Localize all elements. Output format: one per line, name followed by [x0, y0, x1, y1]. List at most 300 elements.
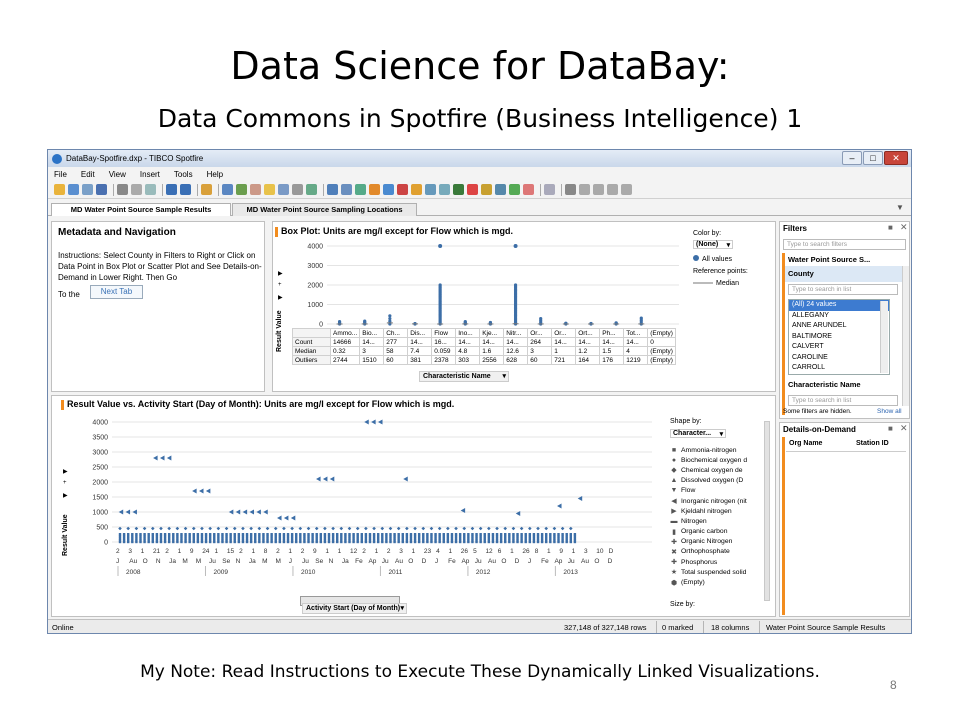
axis-scroll-icon[interactable]: ▶	[63, 493, 68, 499]
scatter-low-value-point	[426, 537, 428, 539]
scatter-y-label: Result Value	[62, 514, 69, 556]
scatter-low-value-point	[561, 539, 563, 541]
stats-cell: 58	[384, 347, 408, 356]
scatter-low-value-point	[352, 537, 354, 539]
scatter-low-value-point	[377, 533, 379, 535]
box-plot-y-label: Result Value	[276, 310, 283, 352]
scatter-low-value-point	[254, 539, 256, 541]
scatter-x-day-label: 3	[128, 548, 132, 555]
show-all-link[interactable]: Show all	[877, 408, 902, 415]
scatter-x-month-label: J	[116, 558, 120, 565]
scatter-low-value-point	[242, 537, 244, 539]
size-by-label: Size by:	[670, 601, 695, 608]
shape-legend-item[interactable]	[670, 486, 765, 496]
close-button[interactable]: ✕	[884, 151, 908, 165]
color-by-value: (None)	[696, 241, 719, 248]
stats-cell: 1.6	[480, 347, 504, 356]
chevron-down-icon[interactable]: ▾	[719, 431, 724, 438]
scatter-low-value-point	[516, 533, 518, 535]
toolbar-separator	[162, 184, 163, 196]
shape-legend-item[interactable]	[670, 547, 765, 557]
scatter-x-day-label: 2	[300, 548, 305, 555]
shape-legend-item[interactable]	[670, 537, 765, 547]
stats-cell: 721	[552, 356, 576, 365]
scatter-x-day-label: 26	[460, 548, 469, 555]
copy-icon[interactable]	[292, 184, 303, 195]
maximize-button[interactable]: □	[863, 151, 883, 165]
heat-map-icon[interactable]	[481, 184, 492, 195]
shape-legend-item[interactable]	[670, 506, 765, 516]
county-list-scrollbar[interactable]	[880, 301, 888, 373]
details-icon[interactable]	[236, 184, 247, 195]
menu-view[interactable]: View	[108, 170, 126, 179]
scatter-low-value-point	[160, 533, 162, 535]
scatter-low-value-point	[164, 537, 166, 539]
scatter-low-value-point	[377, 537, 379, 539]
characteristic-search-input[interactable]: Type to search in list	[788, 395, 898, 406]
scatter-flow-point	[249, 510, 254, 515]
settings-icon[interactable]	[565, 184, 576, 195]
scatter-flow-point	[316, 477, 321, 482]
box-outlier-point	[363, 319, 366, 322]
scatter-low-value-point	[529, 533, 531, 535]
scatter-low-value-point	[525, 533, 527, 535]
menu-tools[interactable]: Tools	[173, 170, 193, 179]
table-icon[interactable]	[327, 184, 338, 195]
scatter-low-value-point	[414, 533, 416, 535]
scatter-low-value-point	[119, 539, 121, 541]
scatter-x-day-label: 8	[534, 548, 539, 555]
scatter-low-value-point	[119, 537, 121, 539]
scatter-x-day-label: 1	[251, 548, 256, 555]
scatter-low-value-point	[348, 537, 350, 539]
shape-legend-item[interactable]	[670, 465, 765, 475]
scatter-low-value-point	[229, 539, 231, 541]
stats-cell: 628	[504, 356, 528, 365]
filter-icon[interactable]	[222, 184, 233, 195]
shape-legend-item[interactable]	[670, 567, 765, 577]
shape-legend-item[interactable]	[670, 496, 765, 506]
graphical-table-icon[interactable]	[355, 184, 366, 195]
scatter-low-value-point	[283, 539, 285, 541]
scatter-low-value-point	[479, 537, 481, 539]
scatter-low-value-point	[332, 533, 334, 535]
slide-subtitle: Data Commons in Spotfire (Business Intelligence) 1	[157, 104, 803, 133]
stats-cell: 303	[456, 356, 480, 365]
slide-note: My Note: Read Instructions to Execute These Dynamically Linked Visualizations.	[140, 662, 820, 682]
scatter-x-month-label: M	[262, 558, 268, 565]
scatter-flow-point	[277, 516, 282, 521]
scatter-y-tick-label: 3500	[92, 434, 108, 442]
scatter-x-day-label: 1	[571, 548, 576, 555]
legend-shape-icon: ▲	[670, 477, 678, 485]
box-outlier-point	[514, 283, 517, 286]
scatter-low-value-point	[356, 537, 358, 539]
scatter-low-value-point	[197, 539, 199, 541]
shape-legend-item[interactable]	[670, 445, 765, 455]
status-rows: 327,148 of 327,148 rows	[564, 623, 647, 632]
scatter-low-value-point	[381, 533, 383, 535]
scatter-low-value-point	[156, 533, 158, 535]
scatter-low-value-point	[266, 537, 268, 539]
box-x-selector[interactable]	[419, 371, 509, 382]
tab-sample-results[interactable]: MD Water Point Source Sample Results	[51, 203, 231, 216]
scatter-low-value-point	[566, 537, 568, 539]
scatter-low-value-point	[492, 537, 494, 539]
shape-legend	[670, 445, 765, 588]
scatter-x-day-label: 12	[349, 548, 358, 555]
scatter-low-value-point	[344, 533, 346, 535]
scatter-low-value-point	[410, 539, 412, 541]
scatter-low-value-point	[500, 533, 502, 535]
scatter-x-day-label: 24	[202, 548, 210, 555]
legend-label: Dissolved oxygen (D	[681, 477, 744, 485]
redo-icon[interactable]	[180, 184, 191, 195]
legend-label: Total suspended solid	[681, 568, 747, 576]
menu-file[interactable]: File	[54, 170, 67, 179]
cross-table-icon[interactable]	[341, 184, 352, 195]
map-chart-icon[interactable]	[453, 184, 464, 195]
menu-edit[interactable]: Edit	[80, 170, 95, 179]
pin-icon[interactable]: ■	[888, 424, 893, 433]
scatter-x-month-label: Ju	[474, 558, 482, 565]
scatter-low-value-point	[332, 539, 334, 541]
scatter-y-tick-label: 2500	[92, 464, 108, 472]
scatter-x-day-label: 3	[399, 548, 403, 555]
scatter-x-month-label: Ja	[169, 558, 177, 565]
scatter-flow-point	[119, 510, 124, 515]
filters-scrollbar[interactable]	[902, 266, 909, 406]
stats-cell: 14666	[331, 338, 360, 347]
filters-panel	[779, 221, 910, 419]
shape-legend-item[interactable]	[670, 557, 765, 567]
scatter-low-value-point	[410, 533, 412, 535]
shape-legend-item[interactable]	[670, 455, 765, 465]
legend-label: Flow	[681, 487, 696, 495]
scatter-low-value-point	[402, 533, 404, 535]
menu-help[interactable]: Help	[206, 170, 224, 179]
scatter-low-value-point	[184, 539, 186, 541]
split-icon[interactable]	[593, 184, 604, 195]
navigation-panel	[51, 221, 265, 392]
menu-insert[interactable]: Insert	[139, 170, 160, 179]
scatter-x-day-label: 1	[214, 548, 219, 555]
tag-icon[interactable]	[264, 184, 275, 195]
scatter-low-value-point	[295, 539, 297, 541]
scatter-x-day-label: 4	[436, 548, 440, 555]
layout-icon[interactable]	[579, 184, 590, 195]
scatter-low-value-point	[426, 539, 428, 541]
tile-icon[interactable]	[607, 184, 618, 195]
axis-scroll-icon[interactable]: ▶	[278, 295, 283, 301]
stats-cell: 3	[360, 347, 384, 356]
pin-icon[interactable]: ■	[888, 223, 893, 232]
scatter-low-value-point	[168, 537, 170, 539]
add-data-icon[interactable]	[68, 184, 79, 195]
shape-legend-item[interactable]	[670, 527, 765, 537]
scatter-low-value-point	[557, 539, 559, 541]
tab-sampling-locations[interactable]: MD Water Point Source Sampling Locations	[232, 203, 417, 216]
legend-shape-icon: ▬	[670, 517, 678, 525]
filters-search-input[interactable]: Type to search filters	[783, 239, 906, 250]
legend-all-values[interactable]	[693, 255, 732, 263]
scatter-low-value-point	[361, 533, 363, 535]
axis-plus-icon[interactable]: +	[63, 480, 67, 486]
3d-scatter-icon[interactable]	[439, 184, 450, 195]
scatter-x-day-label: D	[608, 548, 614, 555]
scatter-low-value-point	[500, 539, 502, 541]
box-outlier-point	[439, 283, 442, 286]
box-plot-icon[interactable]	[523, 184, 534, 195]
scatter-low-value-point	[549, 539, 551, 541]
reload-icon[interactable]	[82, 184, 93, 195]
box-outlier-point	[388, 317, 391, 320]
scatter-x-day-label: 2	[239, 548, 243, 555]
scatter-low-value-point	[512, 533, 514, 535]
box-y-tick-label: 3000	[307, 263, 323, 270]
scatter-low-value-point	[258, 533, 260, 535]
scatter-low-value-point	[373, 539, 375, 541]
scatter-low-value-point	[553, 533, 555, 535]
scatter-low-value-point	[205, 539, 207, 541]
stats-cell: 14...	[360, 338, 384, 347]
scatter-x-month-label: Au	[488, 558, 496, 565]
scatter-x-month-label: D	[421, 558, 427, 565]
scatter-low-value-point	[447, 537, 449, 539]
print-icon[interactable]	[117, 184, 128, 195]
scatter-low-value-point	[570, 537, 572, 539]
scatter-low-value-point	[291, 533, 293, 535]
scatter-x-month-label: D	[607, 558, 613, 565]
chevron-down-icon[interactable]: ▾	[502, 373, 506, 380]
scatter-x-month-label: Ja	[341, 558, 349, 565]
scatter-low-value-point	[324, 539, 326, 541]
scatter-low-value-point	[209, 533, 211, 535]
scatter-low-value-point	[389, 533, 391, 535]
scatter-x-month-label: M	[275, 558, 281, 565]
scatter-low-value-point	[291, 539, 293, 541]
open-icon[interactable]	[54, 184, 65, 195]
county-list	[788, 299, 890, 375]
stats-cell: (Empty)	[648, 356, 676, 365]
legend-shape-icon: ✚	[671, 559, 677, 567]
scatter-low-value-point	[303, 533, 305, 535]
scatter-low-value-point	[406, 537, 408, 539]
scatter-low-value-point	[205, 533, 207, 535]
stats-column-header: Ph...	[600, 329, 624, 338]
minimize-button[interactable]: –	[842, 151, 862, 165]
scatter-low-value-point	[147, 539, 149, 541]
close-icon[interactable]: ✕	[900, 222, 908, 232]
scatter-low-value-point	[459, 539, 461, 541]
pie-chart-icon[interactable]	[411, 184, 422, 195]
save-icon[interactable]	[96, 184, 107, 195]
scatter-low-value-point	[496, 537, 498, 539]
legend-shape-icon: ✚	[671, 538, 677, 546]
scatter-low-value-point	[287, 533, 289, 535]
text-area-icon[interactable]	[544, 184, 555, 195]
legend-scrollbar[interactable]	[764, 421, 770, 601]
scatter-low-value-point	[504, 539, 506, 541]
combination-chart-icon[interactable]	[397, 184, 408, 195]
scatter-low-value-point	[443, 537, 445, 539]
status-divider	[703, 621, 704, 633]
scatter-low-value-point	[438, 533, 440, 535]
shape-by-dropdown[interactable]	[670, 429, 726, 438]
stats-column-header: Tot...	[624, 329, 648, 338]
tab-menu-chevron-icon[interactable]: ▼	[896, 203, 904, 212]
scatter-low-value-point	[303, 539, 305, 541]
scatter-low-value-point	[406, 539, 408, 541]
county-list-item[interactable]: ANNE ARUNDEL	[792, 322, 847, 329]
scatter-low-value-point	[512, 537, 514, 539]
scatter-x-day-label: 1	[374, 548, 379, 555]
cut-icon[interactable]	[131, 184, 142, 195]
chevron-down-icon[interactable]: ▾	[400, 605, 404, 612]
scatter-title-marker	[61, 400, 64, 410]
maximize-visual-icon[interactable]	[621, 184, 632, 195]
county-list-item[interactable]: CAROLINE	[792, 353, 828, 361]
bookmark-icon[interactable]	[250, 184, 261, 195]
axis-plus-icon[interactable]: +	[278, 282, 282, 288]
scatter-x-selector[interactable]	[302, 603, 407, 614]
scatter-x-day-label: 12	[485, 548, 493, 555]
parallel-coordinates-icon[interactable]	[495, 184, 506, 195]
scatter-canvas[interactable]	[74, 416, 664, 596]
scatter-low-value-point	[238, 537, 240, 539]
legend-shape-icon: ▼	[670, 487, 678, 495]
box-plot-canvas[interactable]	[287, 240, 679, 336]
county-list-item[interactable]: BALTIMORE	[792, 332, 832, 340]
county-search-input[interactable]: Type to search in list	[788, 284, 898, 295]
scatter-low-value-point	[418, 537, 420, 539]
bar-chart-icon[interactable]	[369, 184, 380, 195]
scatter-x-day-label: 21	[152, 548, 161, 555]
scatter-low-value-point	[172, 539, 174, 541]
scatter-low-value-point	[176, 539, 178, 541]
county-list-item[interactable]: CALVERT	[792, 343, 824, 350]
scatter-x-month-label: J	[288, 558, 292, 565]
scatter-low-value-point	[320, 539, 322, 541]
scatter-x-day-label: 1	[140, 548, 145, 555]
scatter-low-value-point	[184, 533, 186, 535]
scatter-low-value-point	[279, 539, 281, 541]
paste-icon[interactable]	[145, 184, 156, 195]
scatter-low-value-point	[316, 537, 318, 539]
scatter-low-value-point	[467, 537, 469, 539]
shape-legend-item[interactable]	[670, 516, 765, 526]
axis-expand-icon[interactable]: ▶	[63, 469, 68, 475]
color-by-dropdown[interactable]	[693, 240, 733, 249]
details-col-station-id: Station ID	[856, 440, 889, 447]
scatter-x-month-label: D	[514, 558, 520, 565]
scatter-flow-point	[206, 489, 211, 494]
scatter-flow-point	[153, 456, 158, 461]
box-y-tick-label: 4000	[307, 243, 323, 251]
scatter-low-value-point	[242, 533, 244, 535]
scatter-panel	[51, 395, 776, 617]
scatter-low-value-point	[238, 533, 240, 535]
shape-legend-item[interactable]	[670, 476, 765, 486]
scatter-low-value-point	[254, 537, 256, 539]
scatter-low-value-point	[180, 539, 182, 541]
close-icon[interactable]: ✕	[900, 423, 908, 433]
stats-cell: 381	[408, 356, 432, 365]
stats-cell: 12.6	[504, 347, 528, 356]
scatter-plot-icon[interactable]	[425, 184, 436, 195]
stats-cell: 4	[624, 347, 648, 356]
legend-label: Kjeldahl nitrogen	[681, 507, 732, 515]
stats-row-label: Outliers	[293, 356, 331, 365]
filter-group-title[interactable]: Water Point Source S...	[788, 255, 871, 264]
next-tab-button[interactable]: Next Tab	[90, 285, 143, 299]
scatter-low-value-point	[533, 539, 535, 541]
line-chart-icon[interactable]	[383, 184, 394, 195]
axis-expand-icon[interactable]: ▶	[278, 271, 283, 277]
scatter-low-value-point	[557, 533, 559, 535]
box-plot-stats-table	[292, 328, 676, 365]
box-outlier-point	[539, 317, 542, 320]
scatter-flow-point	[263, 510, 268, 515]
scatter-low-value-point	[557, 537, 559, 539]
stats-cell: 1510	[360, 356, 384, 365]
county-list-item[interactable]: (All) 24 values	[789, 300, 889, 311]
legend-label: Nitrogen	[681, 517, 707, 525]
county-list-item[interactable]: ALLEGANY	[792, 311, 829, 319]
legend-label: Phosphorus	[681, 558, 718, 566]
scatter-flow-point	[126, 510, 131, 515]
legend-label: Organic Nitrogen	[681, 538, 733, 546]
lists-icon[interactable]	[278, 184, 289, 195]
county-list-item[interactable]: CARROLL	[792, 364, 826, 371]
scatter-low-value-point	[303, 537, 305, 539]
scatter-low-value-point	[566, 539, 568, 541]
chevron-down-icon[interactable]: ▾	[726, 242, 731, 249]
summary-table-icon[interactable]	[509, 184, 520, 195]
scatter-low-value-point	[455, 537, 457, 539]
scatter-x-month-label: Au	[395, 558, 403, 565]
scatter-low-value-point	[352, 539, 354, 541]
scatter-low-value-point	[496, 533, 498, 535]
toolbar-separator	[540, 184, 541, 196]
stats-cell: 14...	[576, 338, 600, 347]
stats-column-header: Bio...	[360, 329, 384, 338]
scatter-low-value-point	[250, 533, 252, 535]
treemap-icon[interactable]	[467, 184, 478, 195]
scatter-low-value-point	[574, 533, 576, 535]
data-panel-icon[interactable]	[306, 184, 317, 195]
scatter-flow-point	[132, 510, 137, 515]
scatter-low-value-point	[430, 537, 432, 539]
scatter-x-day-label: 9	[559, 548, 563, 555]
scatter-low-value-point	[475, 539, 477, 541]
scatter-flow-point	[364, 420, 369, 425]
undo-icon[interactable]	[166, 184, 177, 195]
back-icon[interactable]	[201, 184, 212, 195]
scatter-x-month-label: Ap	[554, 558, 563, 565]
scatter-low-value-point	[258, 537, 260, 539]
shape-legend-item[interactable]	[670, 577, 765, 587]
scatter-low-value-point	[488, 533, 490, 535]
color-by-label: Color by:	[693, 230, 722, 237]
scatter-x-month-label: O	[408, 558, 414, 565]
scatter-x-day-label: 1	[288, 548, 293, 555]
scatter-low-value-point	[328, 537, 330, 539]
scatter-low-value-point	[295, 533, 297, 535]
scatter-low-value-point	[463, 537, 465, 539]
scatter-low-value-point	[496, 539, 498, 541]
scatter-low-value-point	[213, 533, 215, 535]
